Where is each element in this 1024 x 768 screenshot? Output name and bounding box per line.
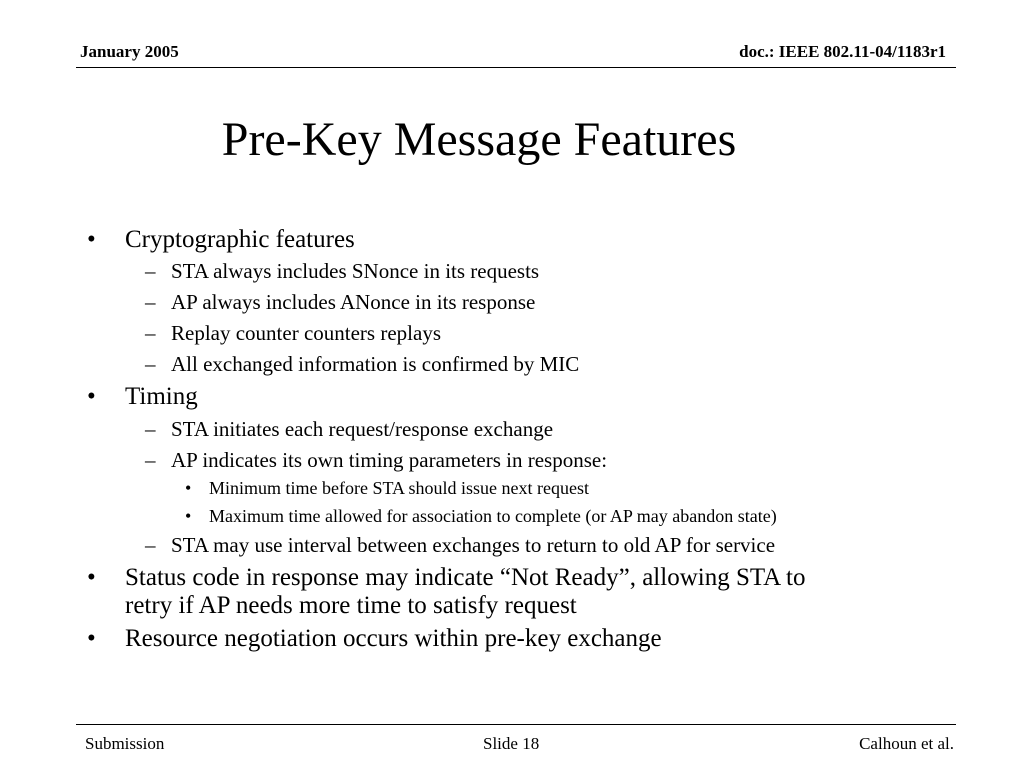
sub-bullet-text: AP always includes ANonce in its response [171, 290, 536, 314]
dash-marker: – [145, 290, 156, 314]
bullet-text: retry if AP needs more time to satisfy request [125, 592, 577, 619]
header-doc-id: doc.: IEEE 802.11-04/1183r1 [739, 42, 946, 61]
sub-bullet-text: AP indicates its own timing parameters in response: [171, 448, 608, 472]
dash-marker: – [145, 321, 156, 345]
bullet-text: Resource negotiation occurs within pre-key exchange [125, 625, 662, 652]
dash-marker: – [145, 352, 156, 376]
footer-divider [76, 724, 956, 725]
bullet-marker: • [87, 383, 96, 410]
dash-marker: – [145, 417, 156, 441]
sub-bullet-text: STA initiates each request/response exchange [171, 417, 554, 441]
bullet-marker: • [87, 564, 96, 591]
header-date: January 2005 [80, 42, 179, 61]
slide-title: Pre-Key Message Features [221, 113, 737, 166]
bullet-text: Cryptographic features [125, 226, 355, 253]
sub-bullet-text: STA always includes SNonce in its requests [171, 259, 540, 283]
sub-bullet-text: STA may use interval between exchanges to return to old AP for service [171, 533, 776, 557]
bullet-marker: • [185, 506, 192, 526]
bullet-marker: • [87, 625, 96, 652]
sub-bullet-text: All exchanged information is confirmed by MIC [171, 352, 580, 376]
sub-sub-bullet-text: Minimum time before STA should issue next request [209, 478, 590, 498]
slide-number: Slide 18 [483, 734, 540, 753]
dash-marker: – [145, 533, 156, 557]
footer-submission: Submission [85, 734, 165, 753]
footer-authors: Calhoun et al. [859, 734, 954, 753]
bullet-text: Status code in response may indicate “Not Ready”, allowing STA to [125, 564, 806, 591]
bullet-text: Timing [125, 383, 198, 410]
bullet-marker: • [185, 478, 192, 498]
bullet-marker: • [87, 226, 96, 253]
dash-marker: – [145, 259, 156, 283]
dash-marker: – [145, 448, 156, 472]
sub-sub-bullet-text: Maximum time allowed for association to complete (or AP may abandon state) [209, 506, 777, 526]
sub-bullet-text: Replay counter counters replays [171, 321, 441, 345]
